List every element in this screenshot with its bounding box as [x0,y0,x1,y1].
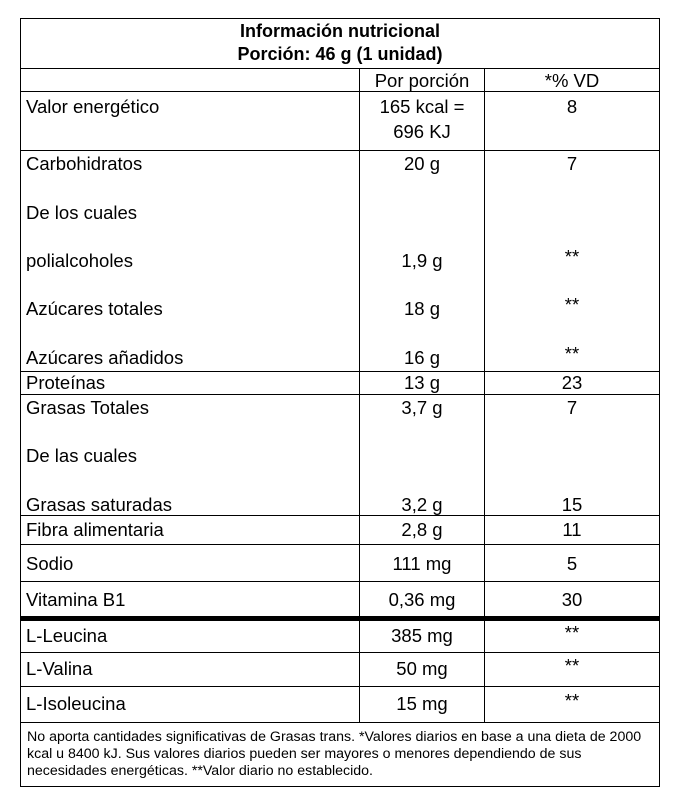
nutrient-amount: 385 mg [391,625,453,646]
column-header-vd: *% VD [544,70,600,91]
nutrient-vd: 5 [566,553,578,574]
nutrient-vd: 23 [561,372,583,393]
nutrient-amount: 3,7 g [401,397,443,418]
nutrient-amount: 0,36 mg [388,589,456,610]
nutrient-name: Vitamina B1 [26,589,126,610]
nutrient-vd: 7 [566,397,578,418]
nutrient-amount: 13 g [403,372,440,393]
nutrient-vd: 15 [561,494,583,515]
nutrient-amount: 2,8 g [401,519,443,540]
nutrient-name: Fibra alimentaria [26,519,164,540]
nutrient-vd: ** [564,622,580,643]
nutrient-name: L-Isoleucina [26,693,126,714]
nutrient-vd: 8 [566,96,578,117]
nutrient-name: Grasas Totales [26,397,150,418]
rule [21,581,659,582]
nutrient-name: Azúcares totales [26,298,163,319]
nutrient-subheading: De las cuales [26,445,138,466]
nutrient-amount: 20 g [403,153,440,174]
rule [21,394,659,395]
rule [21,150,659,151]
nutrient-amount: 696 KJ [393,121,451,142]
rule [21,652,659,653]
nutrient-name: Proteínas [26,372,106,393]
nutrient-amount: 15 mg [396,693,448,714]
nutrient-vd: ** [564,343,580,364]
nutrient-vd: ** [564,655,580,676]
nutrient-subheading: De los cuales [26,202,138,223]
nutrient-vd: 30 [561,589,583,610]
nutrient-vd: ** [564,690,580,711]
nutrition-facts-label [20,18,660,787]
nutrient-amount: 111 mg [392,553,452,574]
nutrient-name: L-Valina [26,658,93,679]
nutrient-vd: 7 [566,153,578,174]
nutrient-name: Azúcares añadidos [26,347,184,368]
rule [21,686,659,687]
nutrient-name: Valor energético [26,96,160,117]
nutrient-vd: 11 [562,519,582,540]
nutrient-amount: 1,9 g [401,250,443,271]
portion-size: Porción: 46 g (1 unidad) [237,44,443,64]
nutrient-amount: 50 mg [396,658,448,679]
footnote: No aporta cantidades significativas de Grasas trans. *Valores diarios en base a una dieta de 2000 kcal u 8400 kJ. Sus valores diarios pueden ser mayores o menores dependiendo de sus necesidades energéticas. **Valor diario no establecido. [27,729,642,779]
nutrient-amount: 165 kcal = [379,96,465,117]
nutrient-vd: ** [564,246,580,267]
nutrient-amount: 3,2 g [401,494,443,515]
nutrient-name: Carbohidratos [26,153,143,174]
nutrient-amount: 18 g [403,298,440,319]
nutrient-name: Sodio [26,553,74,574]
nutrient-vd: ** [564,294,580,315]
nutrient-name: L-Leucina [26,625,108,646]
nutrient-amount: 16 g [403,347,440,368]
column-header-per-portion: Por porción [374,70,470,91]
rule [21,544,659,545]
nutrient-name: Grasas saturadas [26,494,173,515]
label-title: Información nutricional [239,21,440,41]
rule [21,722,659,723]
nutrient-name: polialcoholes [26,250,133,271]
